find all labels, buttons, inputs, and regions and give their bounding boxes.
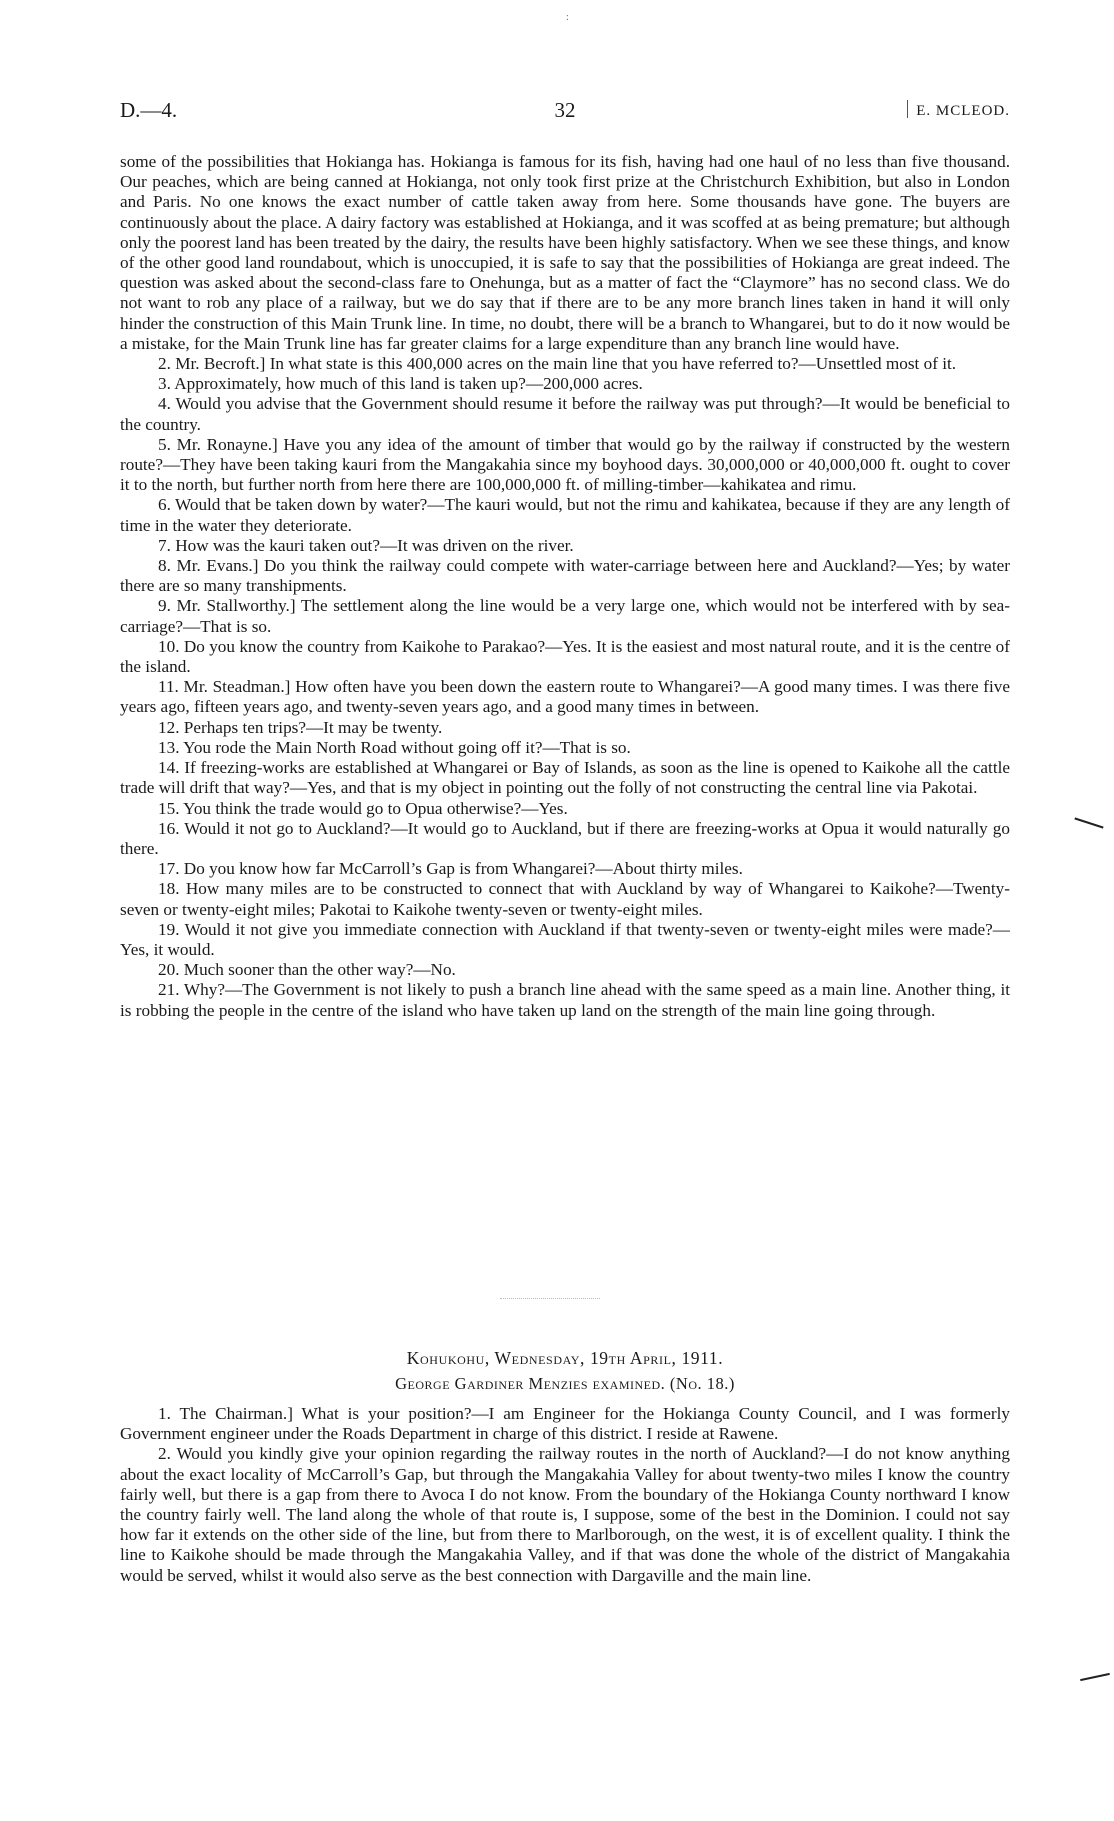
margin-mark [1074,817,1103,828]
margin-mark [1080,1673,1110,1681]
page-header [120,98,1010,128]
paragraph: some of the possibilities that Hokianga has. Hokianga is famous for its fish, having had one haul of no less than five thousand. Our peaches, which are being canned at Hokianga, not only took first prize at the Christchurch Exhibition, but also in London and Paris. No one knows the exact number of cattle taken away from here. Some thousands have gone. The buyers are continuously about the place. A dairy factory was established at Hokianga, and it was scoffed at as being premature; but although only the poorest land has been treated by the dairy, the results have been highly satisfactory. When we see these things, and know of the other good land roundabout, which is unoccupied, it is safe to say that the possibilities of Hokianga are great indeed. The question was asked about the second-class fare to Onehunga, but as a matter of fact the “Claymore” has no second class. We do not want to rob any place of a railway, but we do say that if there are to be any more branch lines taken in hand it will only hinder the construction of this Main Trunk line. In time, no doubt, there will be a branch to Whangarei, but to do it now would be a mistake, for the Main Trunk line has far greater claims for a large expenditure than any branch line would have. [120,152,1010,353]
witness-name: E. MCLEOD. [907,100,1010,120]
section-divider [500,1298,600,1301]
document-code: D.—4. [120,98,178,122]
paragraph: 4. Would you advise that the Government should resume it before the railway was put through?—It would be beneficial to the country. [120,394,1010,434]
paragraph: 12. Perhaps ten trips?—It may be twenty. [158,717,443,737]
paragraph: 10. Do you know the country from Kaikohe to Parakao?—Yes. It is the easiest and most natural route, and it is the centre of the island. [120,636,1010,677]
paragraph: 5. Mr. Ronayne.] Have you any idea of the amount of timber that would go by the railway if constructed by the western route?—They have been taking kauri from the Mangakahia since my boyhood days. 30,000,000 or 40,000,000 ft. ought to cover it to the north, but further north from here there are 100,000,000 ft. of milling-timber—kahikatea and rimu. [120,434,1010,495]
paragraph: 8. Mr. Evans.] Do you think the railway could compete with water-carriage between here and Auckland?—Yes; by water there are so many transhipments. [120,556,1010,596]
paragraph: 2. Would you kindly give your opinion regarding the railway routes in the north of Auckland?—I do not know anything about the exact locality of McCarroll’s Gap, but through the Mangakahia Valley for about twenty-two miles I know the country fairly well, but there is a gap from there to Avoca I do not know. From the boundary of the Hokianga County northward I know the country fairly well. The land along the whole of that route is, I suppose, some of the best in the Dominion. I could not say how far it extends on the other side of the line, but from there to Marlborough, on the west, it is of excellent quality. I think the line to Kaikohe should be made through the Mangakahia Valley, and if that was done the whole of the district of Mangakahia would be served, whilst it would also serve as the best connection with Dargaville and the main line. [120,1444,1010,1585]
paragraph: 14. If freezing-works are established at Whangarei or Bay of Islands, as soon as the line is opened to Kaikohe all the cattle trade will drift that way?—Yes, and that is my object in pointing out the folly of not constructing the central line via Pakotai. [120,758,1010,798]
paragraph: 9. Mr. Stallworthy.] The settlement along the line would be a very large one, which would not be interfered with by sea-carriage?—That is so. [120,596,1010,636]
page-speck: : [566,12,569,23]
paragraph: 16. Would it not go to Auckland?—It would go to Auckland, but if there are freezing-works at Opua it would naturally go there. [120,818,1010,858]
witness-heading: George Gardiner Menzies examined. (No. 18.) [395,1374,735,1393]
paragraph: 21. Why?—The Government is not likely to push a branch line ahead with the same speed as a main line. Another thing, it is robbing the people in the centre of the island who have taken up land on the strength of the main line going through. [120,980,1010,1020]
paragraph: 3. Approximately, how much of this land is taken up?—200,000 acres. [158,374,643,394]
paragraph: 2. Mr. Becroft.] In what state is this 400,000 acres on the main line that you have referred to?—Unsettled most of it. [158,354,957,374]
paragraph: 20. Much sooner than the other way?—No. [158,960,456,980]
paragraph: 7. How was the kauri taken out?—It was driven on the river. [158,535,574,555]
paragraph: 18. How many miles are to be constructed to connect that with Auckland by way of Whangarei to Kaikohe?—Twenty-seven or twenty-eight miles; Pakotai to Kaikohe twenty-seven or twenty-eight miles. [120,879,1010,919]
paragraph: 19. Would it not give you immediate connection with Auckland if that twenty-seven or twenty-eight miles were made?—Yes, it would. [120,919,1010,959]
menzies-evidence-text [120,1404,1010,1586]
paragraph: 11. Mr. Steadman.] How often have you been down the eastern route to Whangarei?—A good many times. I was there five years ago, fifteen years ago, and twenty-seven years ago, and a good many times in between. [120,677,1010,717]
place-date-heading: Kohukohu, Wednesday, 19th April, 1911. [406,1348,724,1368]
paragraph: 6. Would that be taken down by water?—The kauri would, but not the rimu and kahikatea, because if they are any length of time in the water they deteriorate. [120,495,1010,535]
paragraph: 15. You think the trade would go to Opua otherwise?—Yes. [158,798,568,818]
page-number: 32 [554,98,576,122]
paragraph: 17. Do you know how far McCarroll’s Gap is from Whangarei?—About thirty miles. [158,859,743,879]
evidence-text [120,152,1010,1021]
paragraph: 1. The Chairman.] What is your position?—I am Engineer for the Hokianga County Council, and I was formerly Government engineer under the Roads Department in charge of this district. I reside at Rawene. [120,1404,1010,1444]
paragraph: 13. You rode the Main North Road without going off it?—That is so. [158,737,631,757]
